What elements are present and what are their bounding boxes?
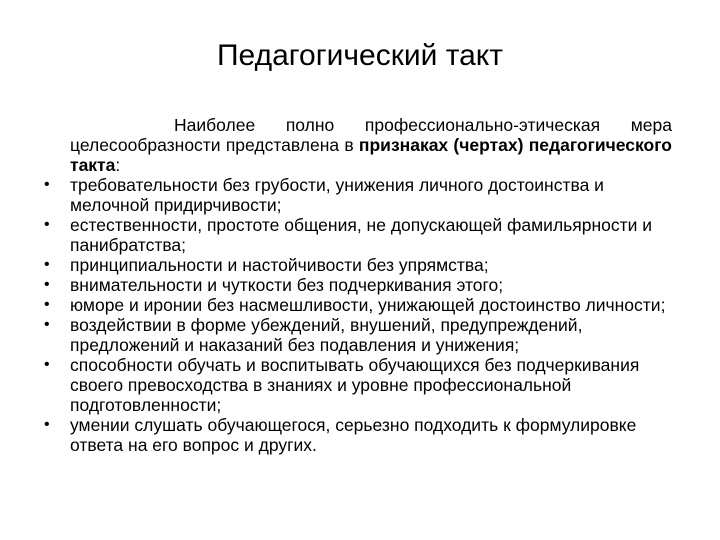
list-item [44,415,672,455]
list-item-text: юморе и иронии без насмешливости, унижающей достоинство личности; [70,295,666,315]
intro-paragraph [70,115,672,175]
bullet-icon: • [44,256,50,273]
list-item-text: требовательности без грубости, унижения личного достоинства и мелочной придирчивости; [70,175,604,215]
list-item [44,175,672,215]
intro-bold-text: признаках (чертах) педагогического такта [70,135,672,175]
list-item-text: принципиальности и настойчивости без упрямства; [70,255,489,275]
bullet-icon: • [44,316,50,333]
list-item [44,295,672,315]
list-item-text: умении слушать обучающегося, серьезно подходить к формулировке ответа на его вопрос и других. [70,415,637,455]
list-item [44,355,672,415]
bullet-icon: • [44,216,50,233]
list-item-text: внимательности и чуткости без подчеркивания этого; [70,275,504,295]
intro-text-end: : [115,155,121,175]
slide-title: Педагогический такт [216,39,504,72]
list-item-text: способности обучать и воспитывать обучающихся без подчеркивания своего превосходства в знаниях и уровне профессиональной подготовленности; [70,355,640,415]
list-item [44,255,672,275]
bullet-list [44,175,672,455]
list-item-text: естественности, простоте общения, не допускающей фамильярности и панибратства; [70,215,653,255]
bullet-icon: • [44,356,50,373]
bullet-icon: • [44,276,50,293]
intro-text: Наиболее полно профессионально-этическая мера целесообразности представлена в [70,115,672,155]
list-item [44,215,672,255]
bullet-icon: • [44,296,50,313]
bullet-icon: • [44,416,50,433]
slide-content [44,115,672,455]
bullet-icon: • [44,176,50,193]
list-item [44,315,672,355]
list-item-text: воздействии в форме убеждений, внушений, предупреждений, предложений и наказаний без подавления и унижения; [70,315,583,355]
list-item [44,275,672,295]
